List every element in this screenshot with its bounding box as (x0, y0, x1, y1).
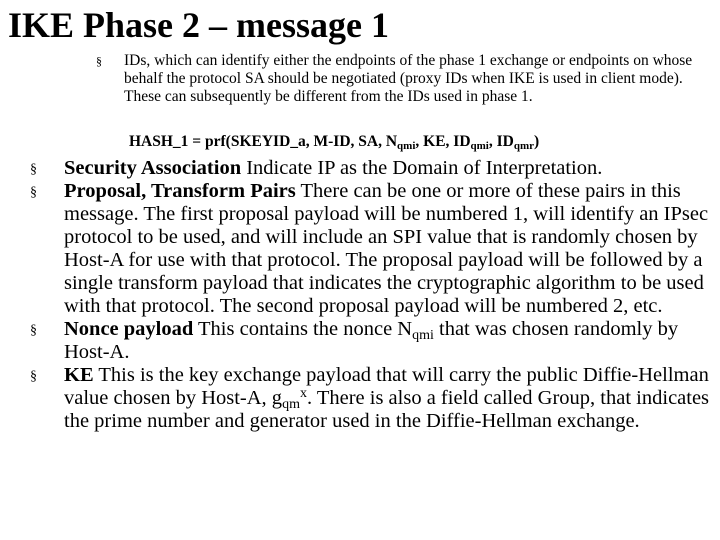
item-text: Indicate IP as the Domain of Interpretation. (241, 157, 603, 179)
item-subscript: qm (282, 397, 300, 412)
item-term: KE (64, 364, 94, 386)
item-text-after: that was chosen randomly by Host-A. (64, 318, 679, 363)
hash-formula (129, 132, 539, 152)
bullet-icon: § (30, 185, 37, 200)
hash-formula-sub-id-responder: qmr (513, 140, 535, 152)
hash-formula-sub-nonce: qmi (397, 140, 416, 152)
hash-formula-mid2: , ID (488, 133, 514, 150)
hash-formula-sub-id-initiator: qmi (470, 140, 489, 152)
list-item-security-association (30, 157, 714, 180)
bullet-icon: § (30, 323, 37, 338)
list-item-ke (30, 364, 714, 433)
item-term: Security Association (64, 157, 242, 179)
main-bullet-list (30, 157, 714, 433)
item-subscript: qmi (412, 328, 434, 343)
item-text: There can be one or more of these pairs in this message. The first proposal payload will be numbered 1, will identify an IPsec protocol to be used, and will include an SPI value that is randomly chosen by Host-A for use with that protocol. The proposal payload will be followed by a single transform payload that indicates the cryptographic algorithm to be used with that protocol. The second proposal payload will be numbered 2, etc. (64, 180, 709, 317)
ids-note-text: IDs, which can identify either the endpoints of the phase 1 exchange or endpoints on whose behalf the protocol SA should be negotiated (proxy IDs when IKE is used in client mode). These can subsequently be different from the IDs used in phase 1. (124, 52, 693, 105)
hash-formula-prefix: HASH_1 = prf(SKEYID_a, M-ID, SA, N (129, 133, 398, 150)
bullet-icon: § (30, 162, 37, 177)
item-text-after: . There is also a field called Group, that indicates the prime number and generator used in the Diffie-Hellman exchange. (64, 387, 710, 432)
hash-formula-suffix: ) (534, 133, 540, 150)
bullet-icon: § (96, 54, 102, 68)
item-superscript: x (299, 386, 307, 401)
bullet-icon: § (30, 369, 37, 384)
list-item-proposal-transform (30, 180, 714, 318)
list-item-nonce-payload (30, 318, 714, 364)
item-text-before: This contains the nonce N (193, 318, 413, 340)
item-term: Nonce payload (64, 318, 194, 340)
item-term: Proposal, Transform Pairs (64, 180, 296, 202)
hash-formula-mid: , KE, ID (415, 133, 471, 150)
ids-note-item (96, 52, 706, 106)
sub-bullet-list (96, 52, 706, 106)
item-text-before: This is the key exchange payload that will carry the public Diffie-Hellman value chosen by Host-A, g (64, 364, 709, 409)
slide-title: IKE Phase 2 – message 1 (8, 5, 389, 45)
